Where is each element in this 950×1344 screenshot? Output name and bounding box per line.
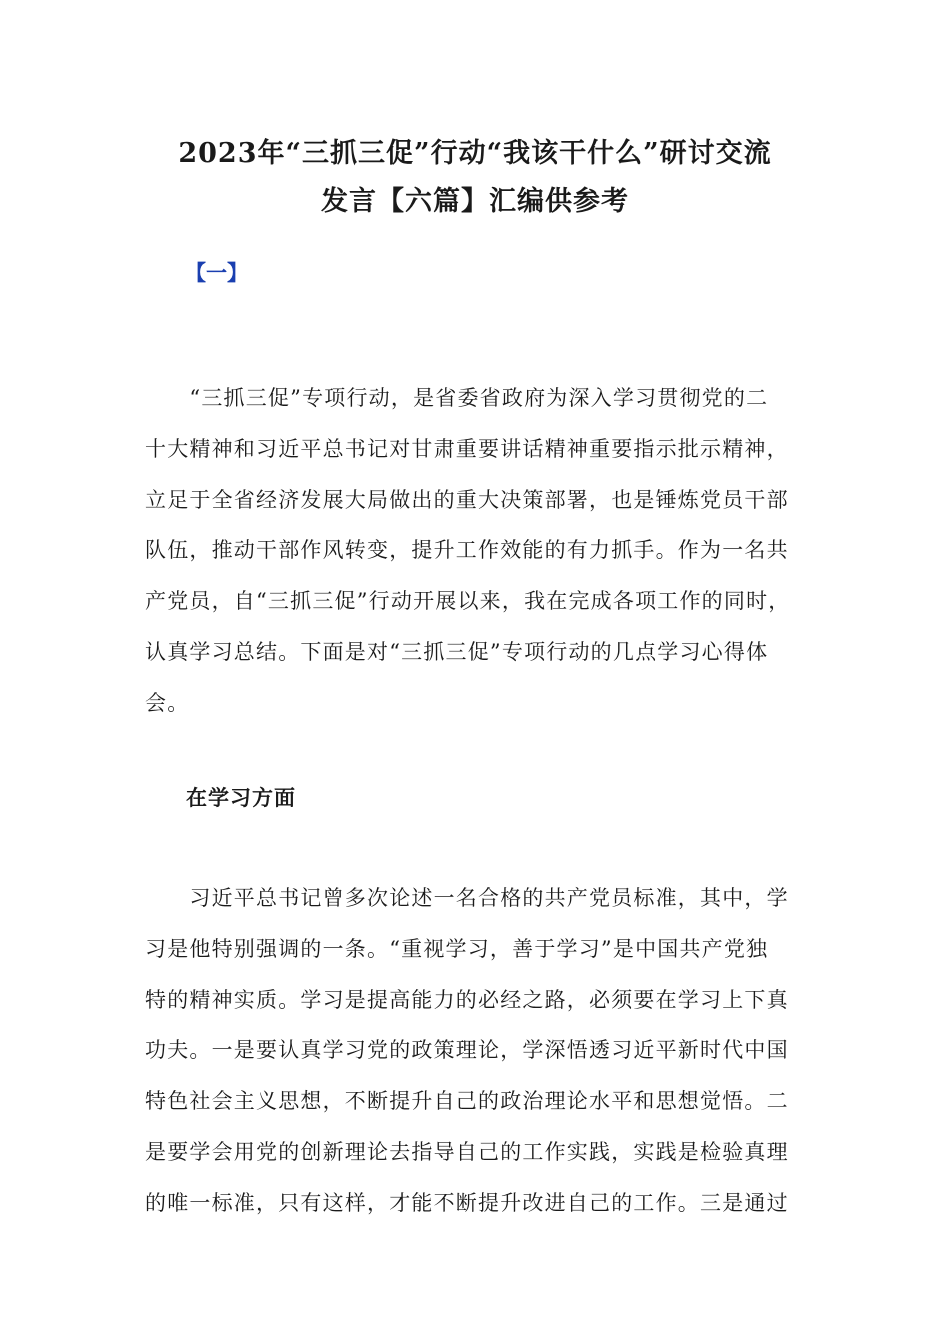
body-paragraph-1: “三抓三促”专项行动，是省委省政府为深入学习贯彻党的二 十大精神和习近平总书记对甘肃重要讲话精神重要指示批示精神， 立足于全省经济发展大局做出的重大决策部署，也是锤炼党员干部 队伍，推动干部作风转变，提升工作效能的有力抓手。作为一名共 产党员，自“三抓三促”行动开展以来，我在完成各项工作的同时， 认真学习总结。下面是对“三抓三促”专项行动的几点学习心得体 会。 <box>145 386 791 715</box>
document-title-line-2: 发言【六篇】汇编供参考 <box>321 186 629 217</box>
body-paragraph-2: 习近平总书记曾多次论述一名合格的共产党员标准，其中，学 习是他特别强调的一条。“重视学习，善于学习”是中国共产党独 特的精神实质。学习是提高能力的必经之路，必须要在学习上下真 功夫。一是要认真学习党的政策理论，学深悟透习近平新时代中国 特色社会主义思想，不断提升自己的政治理论水平和思想觉悟。二 是要学会用党的创新理论去指导自己的工作实践，实践是检验真理 的唯一标准，只有这样，才能不断提升改进自己的工作。三是通过 <box>145 886 789 1215</box>
document-title-line-1: 2023年“三抓三促”行动“我该干什么”研讨交流 <box>178 138 772 169</box>
section-marker-one: 【一】 <box>185 260 248 285</box>
subheading-study: 在学习方面 <box>186 785 296 810</box>
